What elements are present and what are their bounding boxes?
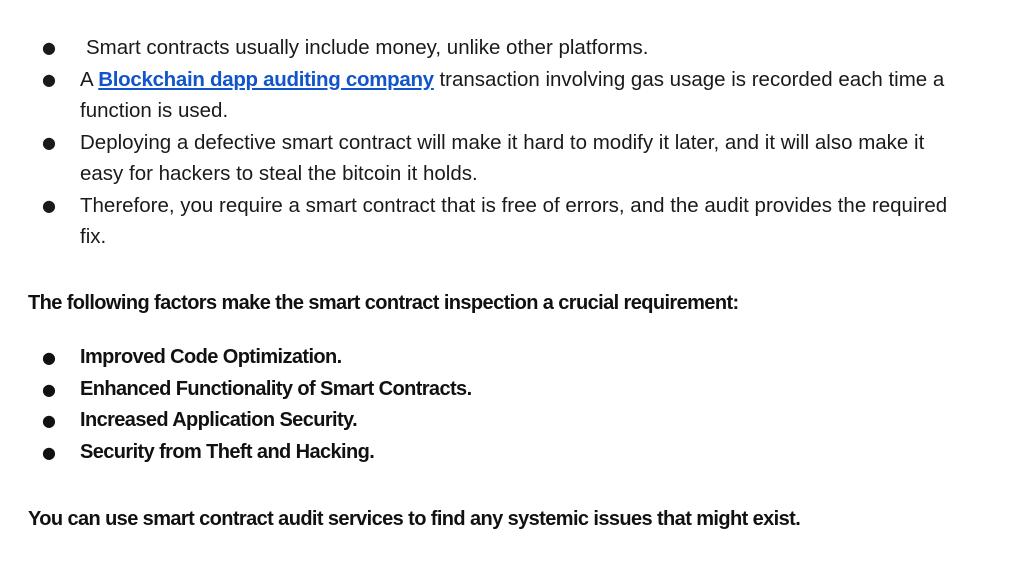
list-item xyxy=(0,405,1000,437)
bullet-text: Therefore, you require a smart contract that is free of errors, and the audit provides the required fix. xyxy=(80,193,948,248)
list-item xyxy=(0,32,1000,64)
bullet-suffix: transaction involving gas usage is recorded each time a function is used. xyxy=(80,67,945,122)
blockchain-dapp-auditing-link[interactable]: Blockchain dapp auditing company xyxy=(98,67,434,91)
bullet-prefix: A xyxy=(80,67,99,91)
intro-bullet-list xyxy=(0,32,1000,253)
bullet-icon: ● xyxy=(42,442,56,462)
factor-text: Increased Application Security. xyxy=(80,409,358,431)
bullet-icon: ● xyxy=(42,132,56,152)
factor-text: Security from Theft and Hacking. xyxy=(80,440,375,463)
list-item xyxy=(0,342,1000,374)
bullet-text: Smart contracts usually include money, unlike other platforms. xyxy=(86,36,649,59)
bullet-icon: ● xyxy=(42,38,56,57)
factors-heading: The following factors make the smart contract inspection a crucial requirement: xyxy=(28,292,739,314)
closing-statement: You can use smart contract audit services to find any systemic issues that might exist. xyxy=(28,508,801,530)
list-item xyxy=(0,127,1000,190)
factor-text: Improved Code Optimization. xyxy=(80,346,342,368)
bullet-icon: ● xyxy=(42,348,56,367)
bullet-text: Deploying a defective smart contract will make it hard to modify it later, and it will also make it easy for hackers to steal the bitcoin it holds. xyxy=(80,130,925,185)
bullet-text xyxy=(80,64,970,127)
list-item xyxy=(0,190,1000,253)
factors-bullet-list xyxy=(0,342,1000,468)
bullet-icon: ● xyxy=(42,69,56,89)
bullet-icon: ● xyxy=(42,411,56,430)
bullet-icon: ● xyxy=(42,379,56,399)
list-item xyxy=(0,64,1000,127)
bullet-icon: ● xyxy=(42,195,56,215)
list-item xyxy=(0,374,1000,406)
list-item xyxy=(0,437,1000,469)
factor-text: Enhanced Functionality of Smart Contracts. xyxy=(80,377,472,400)
